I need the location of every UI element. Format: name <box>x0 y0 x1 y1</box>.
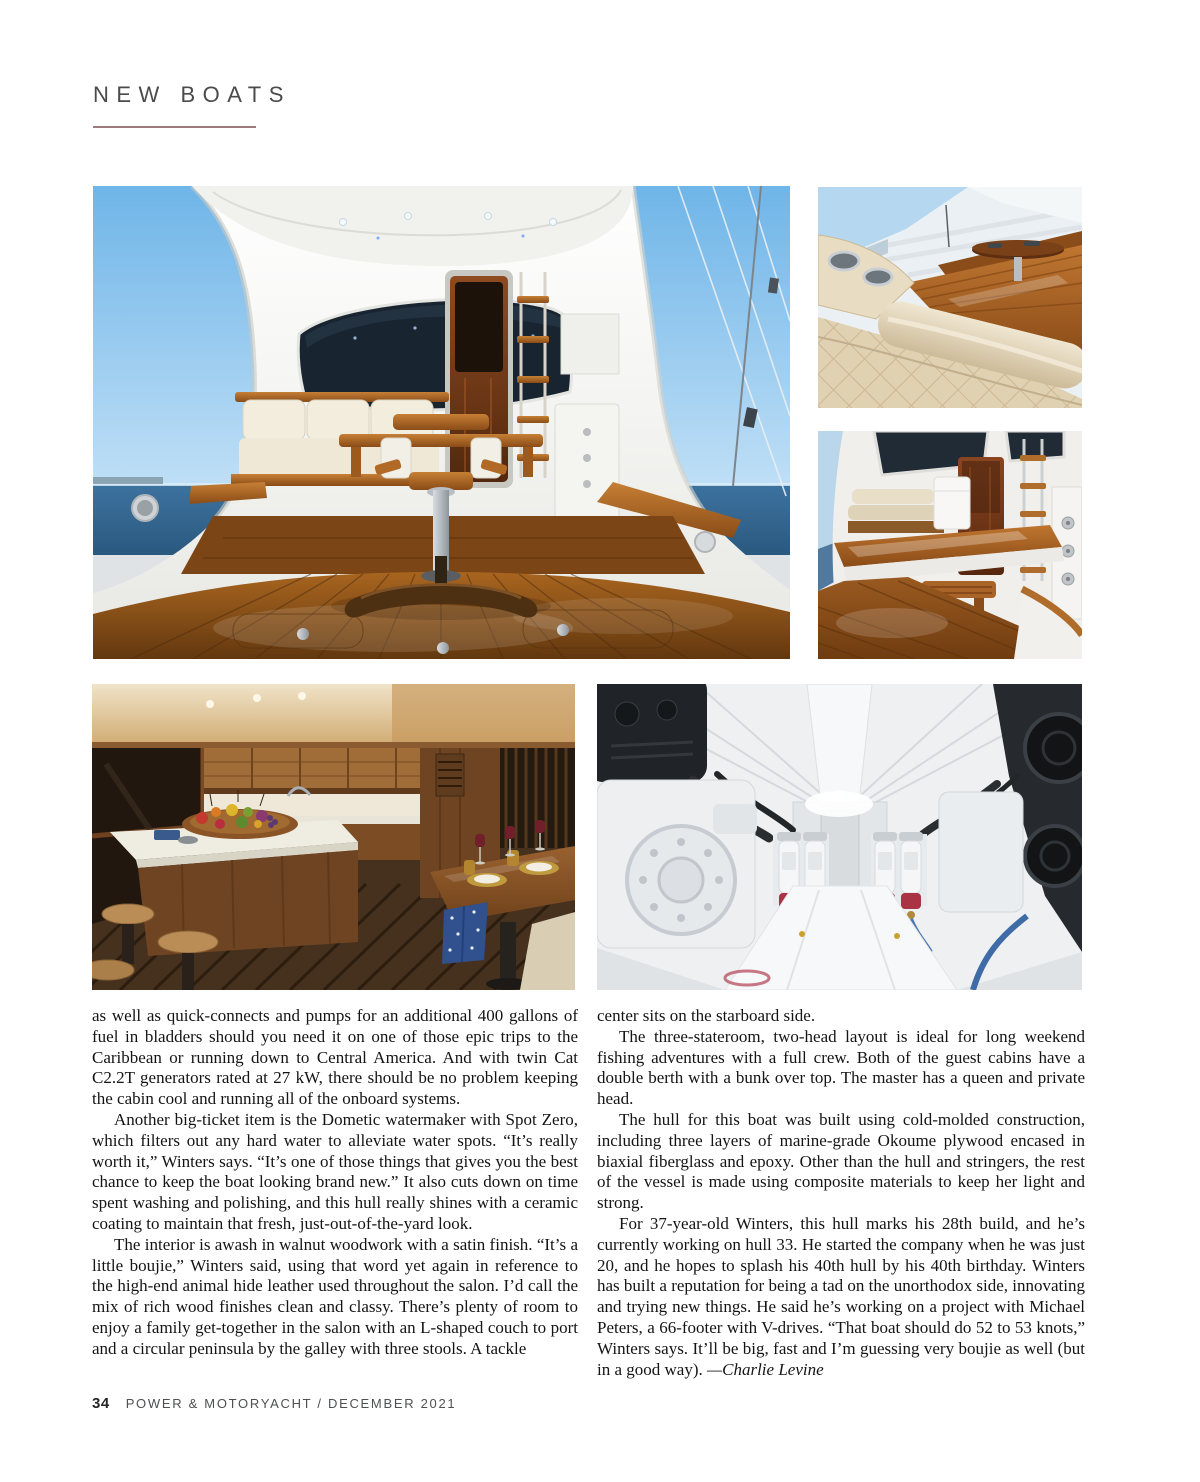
photo-engine-room <box>597 684 1082 990</box>
page-footer <box>92 1395 456 1413</box>
photo-mezzanine <box>818 431 1082 659</box>
paragraph-text: For 37-year-old Winters, this hull marks his 28th build, and he’s currently working on hull 33. He started the company when he was just 20, and he hopes to splash his 40th hull by his 40th birthday. Winters has built a reputation for being a tad on the unorthodox side, innovating and trying new things. He said he’s working on a project with Michael Peters, a 66-footer with V-drives. “That boat should do 52 to 53 knots,” Winters says. It’ll be big, fast and I’m guessing very boujie as well (but in a good way). <box>597 1213 1085 1379</box>
article-column-left <box>92 1006 578 1360</box>
engine-room-art <box>597 684 1082 990</box>
article-paragraph: The hull for this boat was built using cold-molded construction, including three layers of marine-grade Okoume plywood encased in biaxial fiberglass and epoxy. Other than the hull and stringers, the rest of the vessel is made using composite materials to keep her light and strong. <box>597 1109 1085 1213</box>
page-number: 34 <box>92 1395 110 1412</box>
cupholder <box>864 269 892 285</box>
byline: —Charlie Levine <box>707 1359 824 1379</box>
porthole <box>695 532 715 552</box>
photo-cockpit <box>93 186 790 659</box>
section-title: NEW BOATS <box>93 82 291 107</box>
photo-quilted-bench <box>818 187 1082 408</box>
cooler-box <box>934 477 970 529</box>
section-rule <box>93 126 256 128</box>
starboard-engine <box>939 792 1023 912</box>
quilted-bench-art <box>818 187 1082 408</box>
vent-grille <box>436 754 464 796</box>
article-paragraph: Another big-ticket item is the Dometic watermaker with Spot Zero, which filters out any hard water to alleviate water spots. “It’s really worth it,” Winters says. “It’s one of those things that gives you the best chance to keep the boat looking brand new.” It also cuts down on time spent washing and polishing, and this hull really shines with a ceramic coating to maintain that fresh, just-out-of-the-yard look. <box>92 1109 578 1233</box>
section-label <box>93 82 291 108</box>
article-paragraph: The three-stateroom, two-head layout is ideal for long weekend fishing adventures with a full crew. Both of the guest cabins have a double berth with a bunk over top. The master has a queen and private head. <box>597 1026 1085 1109</box>
photo-salon-galley <box>92 684 575 990</box>
port-air-silencer <box>597 684 707 782</box>
salon-art <box>92 684 575 990</box>
blue-napkin <box>442 902 488 964</box>
article-paragraph: as well as quick-connects and pumps for an additional 400 gallons of fuel in bladders should you need it on one of those epic trips to the Caribbean or running down to Central America. And with twin Cat C2.2T generators rated at 27 kW, there should be no problem keeping the cabin cool and running all of the onboard systems. <box>92 1006 578 1109</box>
port-engine <box>597 780 757 948</box>
ceiling <box>92 684 575 752</box>
article-paragraph: center sits on the starboard side. <box>597 1006 816 1025</box>
napkin-stack <box>154 830 180 840</box>
cupholder <box>829 252 859 270</box>
magazine-credit: POWER & MOTORYACHT / DECEMBER 2021 <box>125 1396 457 1411</box>
cockpit-art <box>93 186 790 659</box>
article-column-right <box>597 1006 1085 1380</box>
article-paragraph <box>597 1214 1085 1380</box>
mezzanine-art <box>818 431 1082 659</box>
article-paragraph: The interior is awash in walnut woodwork with a satin finish. “It’s a little boujie,” Winters said, using that word yet again in reference to the high-end animal hide leather used throughout the salon. I’d call the mix of rich wood finishes clean and classy. There’s plenty of room to enjoy a family get-together in the salon with an L-shaped couch to port and a circular peninsula by the galley with three stools. A tackle <box>92 1234 578 1358</box>
